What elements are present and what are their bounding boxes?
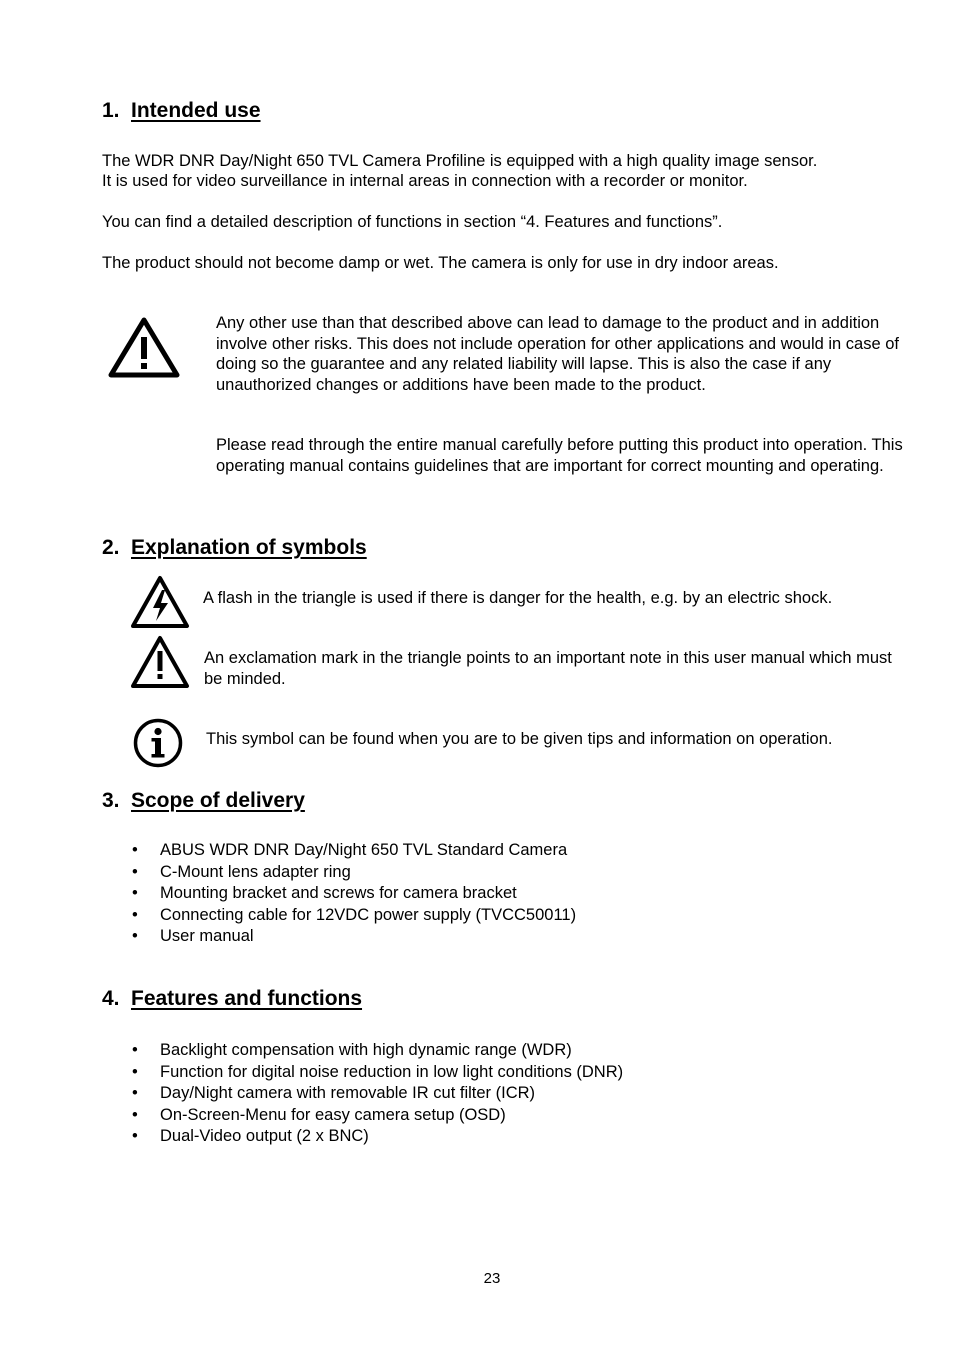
intro-paragraph-2: You can find a detailed description of functions in section “4. Features and functions”.: [102, 213, 723, 231]
section-2-number: 2.: [102, 536, 120, 559]
page-number: 23: [483, 1270, 501, 1287]
list-item: [102, 1040, 623, 1062]
list-item: [102, 926, 576, 948]
list-item: [102, 1105, 623, 1127]
bullet: •: [132, 927, 138, 946]
bullet: •: [132, 841, 138, 859]
section-1-heading: [102, 99, 261, 123]
list-item-text: Mounting bracket and screws for camera bracket: [160, 884, 517, 903]
list-item: [102, 883, 576, 905]
list-item-text: Backlight compensation with high dynamic range (WDR): [160, 1041, 572, 1059]
exclamation-warning-icon: [130, 635, 190, 689]
bullet: •: [132, 1127, 138, 1146]
list-item: [102, 1083, 623, 1105]
list-item-text: User manual: [160, 927, 254, 946]
section-3-title: Scope of delivery: [131, 789, 305, 812]
electric-shock-warning-icon: [130, 575, 190, 629]
list-item-text: Function for digital noise reduction in low light conditions (DNR): [160, 1062, 624, 1081]
bullet: •: [132, 1062, 138, 1081]
warning-exclamation-icon: [107, 315, 181, 379]
section-2-title: Explanation of symbols: [131, 536, 367, 559]
delivery-list: [102, 840, 576, 948]
bullet: •: [132, 1041, 138, 1059]
section-4-number: 4.: [102, 987, 120, 1010]
features-list: [102, 1040, 623, 1148]
section-4-heading: [102, 987, 362, 1011]
section-3-number: 3.: [102, 789, 120, 812]
list-item-text: Connecting cable for 12VDC power supply (TVCC50011): [160, 905, 577, 924]
list-item-text: Day/Night camera with removable IR cut filter (ICR): [160, 1084, 536, 1103]
warning-paragraph-1: Any other use than that described above can lead to damage to the product and in addition involve other risks. This does not include operation for other applications and would in case of doing so the guarantee and any related liability will lapse. This is also the case if any unauthorized changes or additions have been made to the product.: [216, 314, 900, 394]
list-item: [102, 1126, 623, 1148]
list-item-text: On-Screen-Menu for easy camera setup (OSD): [160, 1105, 506, 1124]
bullet: •: [132, 884, 138, 903]
info-icon: [132, 717, 184, 769]
bullet: •: [132, 862, 138, 881]
intro-paragraph-3: The product should not become damp or wet. The camera is only for use in dry indoor areas.: [102, 254, 779, 272]
list-item-text: Dual-Video output (2 x BNC): [160, 1127, 369, 1146]
bullet: •: [132, 1084, 138, 1103]
list-item: [102, 862, 576, 884]
section-3-heading: [102, 789, 305, 813]
symbol-info-description: This symbol can be found when you are to be given tips and information on operation.: [206, 730, 833, 748]
list-item-text: C-Mount lens adapter ring: [160, 862, 351, 881]
symbol-flash-description: A flash in the triangle is used if there is danger for the health, e.g. by an electric shock.: [203, 589, 833, 607]
list-item: [102, 905, 576, 927]
intro-line-2: It is used for video surveillance in internal areas in connection with a recorder or monitor.: [102, 172, 748, 190]
list-item-text: ABUS WDR DNR Day/Night 650 TVL Standard Camera: [160, 841, 568, 859]
section-1-number: 1.: [102, 99, 120, 122]
bullet: •: [132, 1105, 138, 1124]
bullet: •: [132, 905, 138, 924]
section-2-heading: [102, 536, 367, 560]
warning-paragraph-2: Please read through the entire manual carefully before putting this product into operation. This operating manual contains guidelines that are important for correct mounting and operating.: [216, 436, 903, 475]
symbol-exclamation-description: An exclamation mark in the triangle points to an important note in this user manual which must be minded.: [204, 649, 892, 688]
list-item: [102, 1062, 623, 1084]
section-1-title: Intended use: [131, 99, 261, 122]
section-4-title: Features and functions: [131, 987, 363, 1010]
list-item: [102, 840, 576, 862]
intro-line-1: The WDR DNR Day/Night 650 TVL Camera Profiline is equipped with a high quality image sensor.: [102, 152, 818, 170]
